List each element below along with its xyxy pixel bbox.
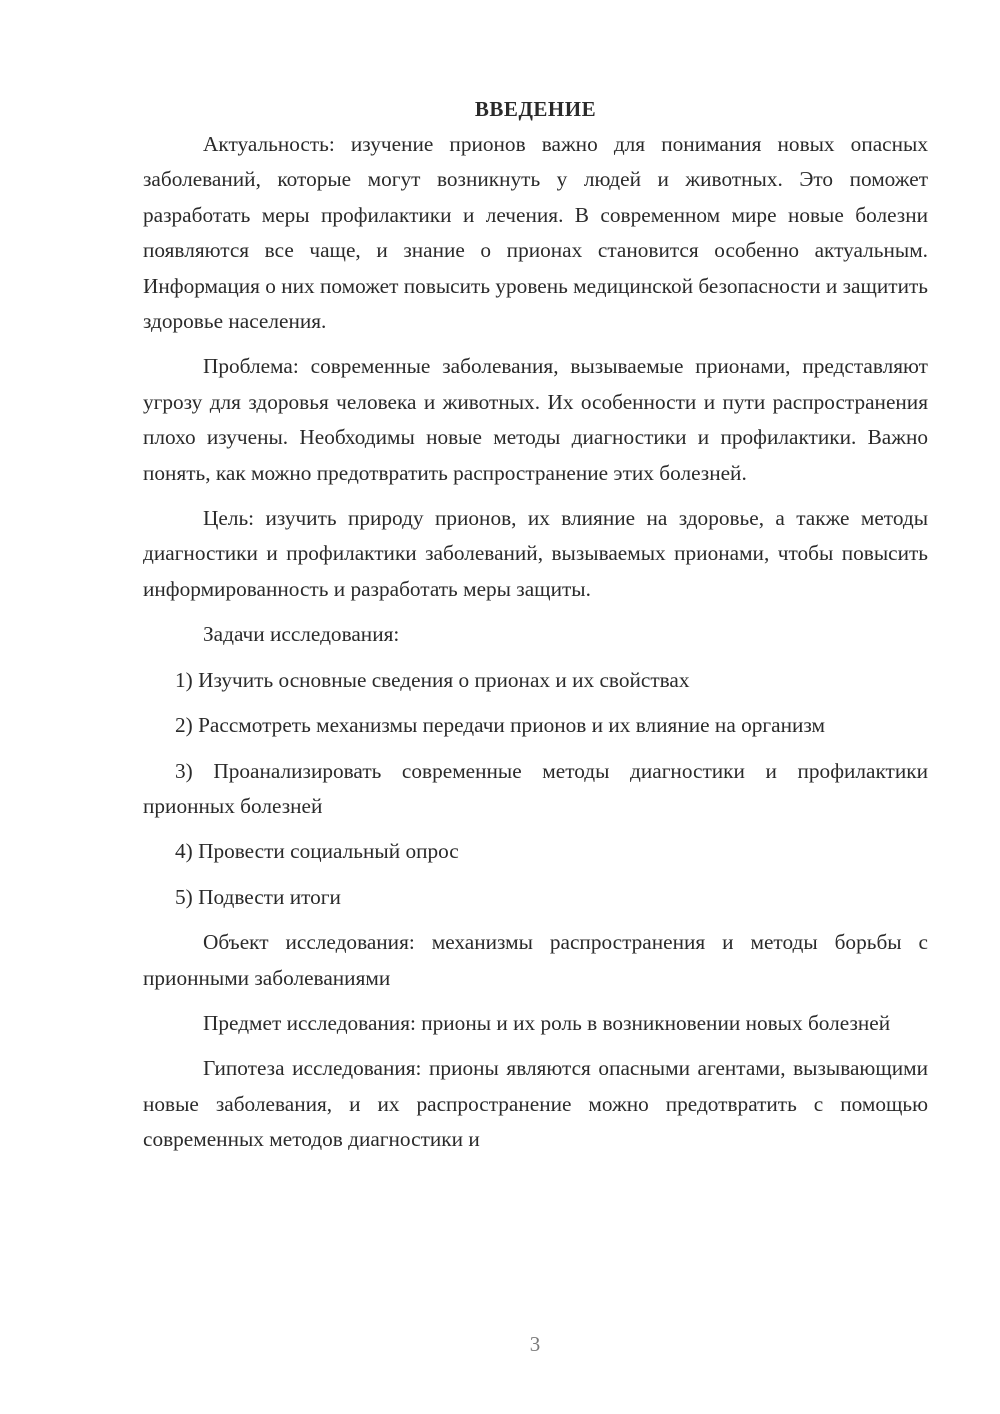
paragraph-goal: Цель: изучить природу прионов, их влияние на здоровье, а также методы диагностики и профилактики заболеваний, вызываемых прионами, чтобы повысить информированность и разработать меры защиты. xyxy=(143,506,928,601)
paragraph-object: Объект исследования: механизмы распространения и методы борьбы с прионными заболеваниями xyxy=(143,930,928,990)
paragraph-relevance: Актуальность: изучение прионов важно для понимания новых опасных заболеваний, которые могут возникнуть у людей и животных. Это поможет разработать меры профилактики и лечения. В современном мире новые болезни появляются все чаще, и знание о прионах становится особенно актуальным. Информация о них поможет повысить уровень медицинской безопасности и защитить здоровье населения. xyxy=(143,132,928,334)
paragraph-hypothesis: Гипотеза исследования: прионы являются опасными агентами, вызывающими новые заболевания, и их распространение можно предотвратить с помощью современных методов диагностики и xyxy=(143,1056,928,1152)
paragraph-problem: Проблема: современные заболевания, вызываемые прионами, представляют угрозу для здоровья человека и животных. Их особенности и пути распространения плохо изучены. Необходимы новые методы диагностики и профилактики. Важно понять, как можно предотвратить распространение этих болезней. xyxy=(143,354,928,485)
section-heading: ВВЕДЕНИЕ xyxy=(474,97,597,121)
task-item-4: 4) Провести социальный опрос xyxy=(175,839,459,864)
task-item-3: 3) Проанализировать современные методы диагностики и профилактики прионных болезней xyxy=(143,758,928,818)
paragraph-subject: Предмет исследования: прионы и их роль в возникновении новых болезней xyxy=(203,1010,891,1035)
document-page xyxy=(143,92,928,1158)
task-item-2: 2) Рассмотреть механизмы передачи прионов и их влияние на организм xyxy=(175,713,825,738)
task-item-1: 1) Изучить основные сведения о прионах и их свойствах xyxy=(175,667,690,692)
task-item-5: 5) Подвести итоги xyxy=(175,884,341,909)
tasks-title: Задачи исследования: xyxy=(203,622,400,647)
page-number: 3 xyxy=(529,1332,541,1356)
